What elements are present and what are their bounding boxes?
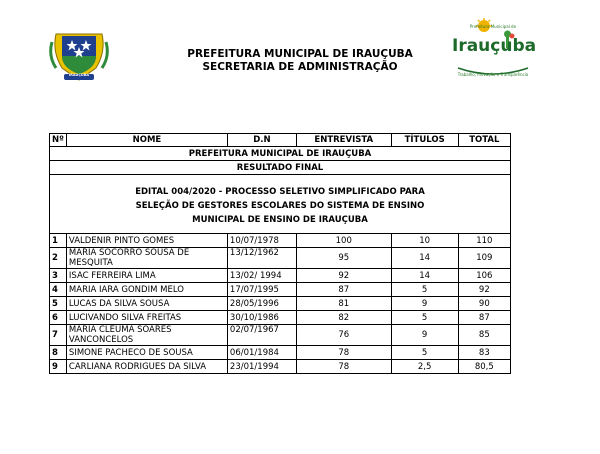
interview-score: 82 <box>296 311 391 325</box>
edital-line-3: MUNICIPAL DE ENSINO DE IRAUÇUBA <box>192 215 368 225</box>
total-score: 92 <box>458 283 510 297</box>
interview-score: 78 <box>296 360 391 374</box>
total-score: 109 <box>458 248 510 269</box>
column-header-number: Nº <box>50 134 67 147</box>
titles-score: 5 <box>391 346 458 360</box>
column-header-name: NOME <box>66 134 227 147</box>
interview-score: 87 <box>296 283 391 297</box>
table-row <box>50 325 511 346</box>
titles-score: 14 <box>391 248 458 269</box>
logo-title: Irauçuba <box>452 36 537 56</box>
table-row <box>50 297 511 311</box>
total-score: 90 <box>458 297 510 311</box>
iraucuba-logo <box>452 18 537 82</box>
birth-date: 10/07/1978 <box>227 234 296 248</box>
table-title: PREFEITURA MUNICIPAL DE IRAUÇUBA <box>50 147 511 161</box>
header-line-1: PREFEITURA MUNICIPAL DE IRAUÇUBA <box>187 48 413 60</box>
total-score: 80,5 <box>458 360 510 374</box>
row-number: 5 <box>50 297 67 311</box>
table-row <box>50 360 511 374</box>
birth-date: 06/01/1984 <box>227 346 296 360</box>
birth-date: 13/12/1962 <box>227 248 296 269</box>
birth-date: 17/07/1995 <box>227 283 296 297</box>
total-score: 85 <box>458 325 510 346</box>
titles-score: 14 <box>391 269 458 283</box>
interview-score: 78 <box>296 346 391 360</box>
total-score: 110 <box>458 234 510 248</box>
total-score: 106 <box>458 269 510 283</box>
interview-score: 95 <box>296 248 391 269</box>
titles-score: 10 <box>391 234 458 248</box>
logo-tagline: Trabalho, Inovação e Transparência <box>457 72 529 77</box>
candidate-name: SIMONE PACHECO DE SOUSA <box>66 346 227 360</box>
table-row <box>50 234 511 248</box>
results-table <box>49 133 511 374</box>
row-number: 1 <box>50 234 67 248</box>
candidate-name: LUCIVANDO SILVA FREITAS <box>66 311 227 325</box>
table-row <box>50 248 511 269</box>
logo-subtitle: Prefeitura Municipal de <box>469 24 517 29</box>
candidate-name: CARLIANA RODRIGUES DA SILVA <box>66 360 227 374</box>
total-score: 83 <box>458 346 510 360</box>
titles-score: 2,5 <box>391 360 458 374</box>
birth-date: 28/05/1996 <box>227 297 296 311</box>
titles-score: 9 <box>391 325 458 346</box>
row-number: 6 <box>50 311 67 325</box>
interview-score: 100 <box>296 234 391 248</box>
header-text <box>150 48 450 74</box>
table-row <box>50 269 511 283</box>
column-header-interview: ENTREVISTA <box>296 134 391 147</box>
titles-score: 5 <box>391 311 458 325</box>
row-number: 9 <box>50 360 67 374</box>
edital-line-1: EDITAL 004/2020 - PROCESSO SELETIVO SIMPLIFICADO PARA <box>135 187 425 197</box>
candidate-name: VALDENIR PINTO GOMES <box>66 234 227 248</box>
titles-score: 9 <box>391 297 458 311</box>
table-row <box>50 346 511 360</box>
column-header-row <box>50 134 511 147</box>
total-score: 87 <box>458 311 510 325</box>
table-row <box>50 283 511 297</box>
column-header-titles: TÍTULOS <box>391 134 458 147</box>
crest-banner-text: IRAUÇUBA <box>68 73 90 77</box>
interview-score: 81 <box>296 297 391 311</box>
table-subtitle: RESULTADO FINAL <box>50 161 511 175</box>
document-header <box>0 0 600 100</box>
edital-line-2: SELEÇÃO DE GESTORES ESCOLARES DO SISTEMA DE ENSINO <box>135 201 425 211</box>
table-subtitle-row <box>50 161 511 175</box>
row-number: 7 <box>50 325 67 346</box>
candidate-name: ISAC FERREIRA LIMA <box>66 269 227 283</box>
birth-date: 02/07/1967 <box>227 325 296 346</box>
column-header-total: TOTAL <box>458 134 510 147</box>
edital-row <box>50 175 511 234</box>
row-number: 8 <box>50 346 67 360</box>
candidate-name: MARIA IARA GONDIM MELO <box>66 283 227 297</box>
row-number: 4 <box>50 283 67 297</box>
row-number: 3 <box>50 269 67 283</box>
candidate-name: MARIA SOCORRO SOUSA DE MESQUITA <box>66 248 227 269</box>
row-number: 2 <box>50 248 67 269</box>
table-row <box>50 311 511 325</box>
interview-score: 92 <box>296 269 391 283</box>
interview-score: 76 <box>296 325 391 346</box>
titles-score: 5 <box>391 283 458 297</box>
table-title-row <box>50 147 511 161</box>
birth-date: 23/01/1994 <box>227 360 296 374</box>
birth-date: 13/02/ 1994 <box>227 269 296 283</box>
candidate-name: LUCAS DA SILVA SOUSA <box>66 297 227 311</box>
edital-text <box>50 175 511 234</box>
candidate-name: MARIA CLEUMA SOARES VANCONCELOS <box>66 325 227 346</box>
header-line-2: SECRETARIA DE ADMINISTRAÇÃO <box>202 61 398 73</box>
column-header-birthdate: D.N <box>227 134 296 147</box>
birth-date: 30/10/1986 <box>227 311 296 325</box>
